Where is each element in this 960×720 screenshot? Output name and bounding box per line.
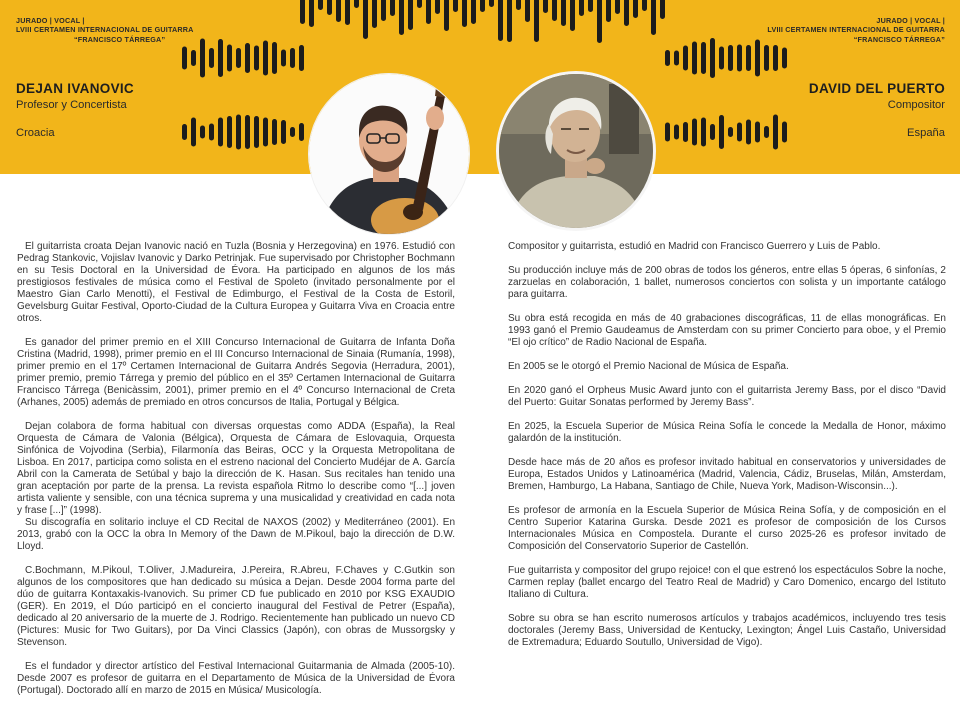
- decorative-bar: [227, 45, 232, 72]
- decorative-bar: [701, 118, 706, 147]
- decorative-bar: [755, 122, 760, 143]
- decorative-bar: [764, 126, 769, 138]
- decorative-bar: [746, 120, 751, 145]
- bio-left-paragraph: Su discografía en solitario incluye el CD Recital de NAXOS (2002) y Mediterráneo (2001). En 2013, grabó con la OCC la obra In Memory of the Dawn de M.Pikoul, bajo la dirección de D.W. Lloyd.: [17, 517, 455, 552]
- jury-label-left: [16, 16, 194, 44]
- bio-right-paragraph: Desde hace más de 20 años es profesor invitado habitual en conservatorios y universidades de Europa, Estados Unidos y Latinoamérica (Madrid, Valencia, Cádiz, Bruselas, Milán, Amsterdam, Bremen, Hamburgo, La Habana, Santiago de Chile, Nueva York, Madison-Wisconsin...).: [508, 457, 946, 492]
- decorative-bar: [254, 46, 259, 71]
- decorative-bar: [737, 123, 742, 142]
- decorative-bar: [200, 126, 205, 139]
- decorative-bar: [281, 120, 286, 144]
- person-right-name: DAVID DEL PUERTO: [808, 81, 945, 96]
- decorative-bar: [710, 124, 715, 140]
- bio-left-paragraph: Es el fundador y director artístico del Festival Internacional Guitarmania de Almada (2005-10). Desde 2007 es profesor de guitarra en el Departamento de Música de la Universidad de Évora (Portugal). Doctorado allí en marzo de 2015 en Música/ Musicología.: [17, 661, 455, 696]
- decorative-bar: [728, 45, 733, 71]
- decorative-bar: [597, 0, 602, 43]
- decorative-bar: [453, 0, 458, 12]
- decorative-bar: [710, 38, 715, 78]
- decorative-bar: [218, 39, 223, 77]
- decorative-bar: [642, 0, 647, 11]
- decorative-bar: [236, 48, 241, 68]
- decorative-bar: [327, 0, 332, 15]
- decorative-bar: [579, 0, 584, 16]
- decorative-bar: [290, 48, 295, 68]
- decorative-bar: [624, 0, 629, 26]
- decorative-bar: [272, 119, 277, 145]
- decorative-bar: [719, 115, 724, 149]
- composer-portrait-icon: [496, 71, 656, 231]
- decorative-bar: [773, 45, 778, 71]
- decorative-bar: [719, 47, 724, 70]
- decorative-bar: [692, 119, 697, 146]
- decorative-bar: [746, 45, 751, 71]
- decorative-bar: [254, 116, 259, 148]
- decorative-bar: [300, 0, 305, 24]
- decorative-bar: [773, 115, 778, 150]
- bio-right-paragraph: Su obra está recogida en más de 40 grabaciones discográficas, 11 de ellas monográficas. En 1993 ganó el Premio Gaudeamus de Amsterdam con su primer Concierto para oboe, y el Premio “El ojo crítico” de Radio Nacional de España.: [508, 313, 946, 348]
- jury-role-left: JURADO | VOCAL |: [16, 16, 85, 25]
- decorative-bar: [651, 0, 656, 35]
- decorative-bar: [227, 116, 232, 148]
- header-banner: [0, 0, 960, 174]
- decorative-bar: [309, 0, 314, 27]
- bio-right-paragraph: En 2020 ganó el Orpheus Music Award junto con el guitarrista Jeremy Bass, por el disco “David del Puerto: Guitar Sonatas performed by Jeremy Bass”.: [508, 385, 946, 408]
- decorative-bar: [489, 0, 494, 7]
- bio-right-paragraph: Su producción incluye más de 200 obras de todos los géneros, entre ellas 5 óperas, 6 sinfonías, 2 zarzuelas en colaboración, 1 ballet, numerosos conciertos con solista y un importante catálogo para guitarra.: [508, 265, 946, 300]
- decorative-bar: [498, 0, 503, 41]
- decorative-bar: [182, 124, 187, 140]
- decorative-bar: [417, 0, 422, 8]
- decorative-bar: [525, 0, 530, 22]
- person-left-role: Profesor y Concertista: [16, 99, 127, 111]
- decorative-bar: [692, 42, 697, 75]
- decorative-bar: [507, 0, 512, 42]
- decorative-bar: [426, 0, 431, 24]
- bio-right-paragraph: Es profesor de armonía en la Escuela Superior de Música Reina Sofía, y de composición en el Centro Superior Katarina Gurska. Desde 2021 es profesor de composición de los Cursos Internacionales Música en Compostela. Durante el curso 2025-26 es profesor invitado de Composición del Conservatorio Superior de Castellón.: [508, 505, 946, 552]
- decorative-bar: [516, 0, 521, 10]
- decorative-bar: [683, 122, 688, 142]
- decorative-bar: [191, 118, 196, 147]
- decorative-bar: [683, 46, 688, 71]
- decorative-bar: [218, 118, 223, 147]
- jury-event-name-left: “FRANCISCO TÁRREGA”: [74, 34, 166, 44]
- decorative-bar: [782, 48, 787, 69]
- decorative-bar: [588, 0, 593, 12]
- person-right-biography: [508, 241, 946, 661]
- decorative-bar: [318, 0, 323, 10]
- decorative-bar: [191, 50, 196, 66]
- bio-left-paragraph: C.Bochmann, M.Pikoul, T.Oliver, J.Madureira, J.Pereira, R.Abreu, F.Chaves y C.Gutkin son algunos de los compositores que han dedicado su música a Dejan. Desde 2004 forma parte del dúo de guitarra Kontaxakis-Ivanovich. Su primer CD fue publicado en 2010 por KSG EXAUDIO (GER). En 2019, el Dúo participó en el concierto inaugural del Festival de Petrer (España), dedicado al 20 aniversario de la muerte de J. Rodrigo. Recientemente han publicado un nuevo CD (Pictures: Music for Two Guitars), por Da Vinci Classics (Japón), con obras de Mussorgsky y Stevenson.: [17, 565, 455, 648]
- decorative-bar: [299, 45, 304, 71]
- decorative-bar: [633, 0, 638, 18]
- decorative-bar: [263, 41, 268, 76]
- decorative-bar: [209, 124, 214, 141]
- decorative-bar: [236, 115, 241, 150]
- decorative-bar: [363, 0, 368, 39]
- decorative-bar: [606, 0, 611, 22]
- decorative-bar: [200, 39, 205, 78]
- bio-left-paragraph: Dejan colabora de forma habitual con diversas orquestas como ADDA (España), la Real Orquesta de Cámara de Valonia (Bélgica), Orquesta de Cámara de Eslovaquia, Orquesta Sinfónica de Vojvodina (Serbia), Filarmonía das Beiras, OCC y la Orquesta Metropolitana de Lisboa. En 2017, participa como solista en el estreno nacional del Concierto Mudéjar de A. García Abril con la Camerata de Setúbal y bajo la dirección de K. Hasan. Sus recitales han tenido una gran aceptación por parte de la prensa. La revista española Ritmo lo describe como “[...] joven artista valiente y sensible, con una técnica suprema y una musicalidad y creatividad en cada nota y frase [...]” (1998).: [17, 421, 455, 516]
- decorative-bar: [390, 0, 395, 16]
- guitarist-portrait-icon: [308, 73, 470, 235]
- person-left-name: DEJAN IVANOVIC: [16, 81, 134, 96]
- jury-event-name-right: “FRANCISCO TÁRREGA”: [853, 34, 945, 44]
- decorative-bar: [345, 0, 350, 25]
- decorative-bar: [182, 47, 187, 70]
- bio-right-paragraph: En 2025, la Escuela Superior de Música Reina Sofía le concede la Medalla de Honor, máximo galardón de la institución.: [508, 421, 946, 444]
- decorative-bar: [755, 40, 760, 77]
- person-right-country: España: [907, 127, 945, 139]
- decorative-bar: [543, 0, 548, 13]
- decorative-bar: [701, 42, 706, 74]
- decorative-bar: [290, 127, 295, 137]
- jury-label-right: [767, 16, 945, 44]
- jury-event-left: LVIII CERTAMEN INTERNACIONAL DE GUITARRA: [16, 25, 194, 35]
- person-left-biography: [17, 241, 455, 709]
- decorative-bar: [552, 0, 557, 21]
- decorative-bar: [245, 43, 250, 73]
- decorative-bar: [354, 0, 359, 8]
- decorative-bar: [570, 0, 575, 31]
- jury-event-right: LVIII CERTAMEN INTERNACIONAL DE GUITARRA: [767, 25, 945, 35]
- decorative-bar: [737, 45, 742, 72]
- person-right-role: Compositor: [887, 99, 945, 111]
- bio-right-paragraph: Sobre su obra se han escrito numerosos artículos y trabajos académicos, incluyendo tres tesis doctorales (Jeremy Bass, Universidad de Kentucky, Lexington; Ángel Luis Castaño, Universidad de Extremadura; Eduardo Soutullo, Universidad de Vigo).: [508, 613, 946, 648]
- decorative-bar: [381, 0, 386, 21]
- bio-right-paragraph: En 2005 se le otorgó el Premio Nacional de Música de España.: [508, 361, 789, 372]
- decorative-bar: [674, 51, 679, 66]
- decorative-bar: [665, 123, 670, 142]
- decorative-bar: [263, 118, 268, 147]
- decorative-bar: [245, 115, 250, 149]
- bio-left-paragraph: Es ganador del primer premio en el XIII Concurso Internacional de Guitarra de Infanta Doña Cristina (Madrid, 1998), primer premio en el III Concurso Internacional de Sinaia (Rumanía, 1998), primer premio en el 17º Certamen Internacional de Guitarra Andrés Segovia (Herradura, 2001), primer premio, premio Tárrega y premio del público en el 35º Certamen Internacional de Guitarra Francisco Tárrega (Benicàssim, 2001), primer premio en el 4º Concurso Internacional de Creta (Arhanes, 2005) además de premiado en otros concursos de Italia, Portugal y Bélgica.: [17, 337, 455, 408]
- decorative-bar: [372, 0, 377, 28]
- decorative-bar: [764, 45, 769, 71]
- decorative-bar: [534, 0, 539, 42]
- decorative-bar: [728, 127, 733, 137]
- decorative-bar: [782, 122, 787, 143]
- decorative-bar: [209, 48, 214, 68]
- decorative-bar: [336, 0, 341, 22]
- person-left-country: Croacia: [16, 127, 55, 139]
- decorative-bar: [471, 0, 476, 24]
- decorative-bar: [299, 123, 304, 141]
- decorative-bar: [462, 0, 467, 27]
- decorative-bar: [444, 0, 449, 31]
- decorative-bar: [408, 0, 413, 30]
- decorative-bar: [272, 42, 277, 74]
- bio-right-paragraph: Compositor y guitarrista, estudió en Madrid con Francisco Guerrero y Luis de Pablo.: [508, 241, 881, 252]
- decorative-bar: [660, 0, 665, 19]
- decorative-bar: [399, 0, 404, 35]
- decorative-bar: [435, 0, 440, 14]
- jury-role-right: JURADO | VOCAL |: [876, 16, 945, 25]
- decorative-bar: [480, 0, 485, 12]
- bio-right-paragraph: Fue guitarrista y compositor del grupo rejoice! con el que estrenó los espectáculos Sobre la noche, Carmen replay (ballet encargo del Teatro Real de Madrid) y Caro Domenico, encargo del Istituto Italiano di Cultura.: [508, 565, 946, 600]
- decorative-bar: [615, 0, 620, 14]
- bio-left-paragraph: El guitarrista croata Dejan Ivanovic nació en Tuzla (Bosnia y Herzegovina) en 1976. Estudió con Pedrag Stankovic, Vojislav Ivanovic y Darko Petrinjak. Fue supervisado por Christopher Bochmann en su Tesis Doctoral en la Universidad de Évora. Ha participado en algunos de los más prestigiosos festivales de música como el Festival de Spoleto (invitado personalmente por el Maestro Gian Carlo Menotti), el Festival de Edimburgo, el Festival de la Costa de Estoril, Gevelsburg Guitar Festival, Oporto-Ciudad de la Cultura Europea y Guitarra Viva en Croacia entre otros.: [17, 241, 455, 324]
- decorative-bar: [281, 50, 286, 67]
- decorative-bar: [561, 0, 566, 26]
- decorative-bar: [665, 50, 670, 66]
- decorative-bar: [674, 125, 679, 140]
